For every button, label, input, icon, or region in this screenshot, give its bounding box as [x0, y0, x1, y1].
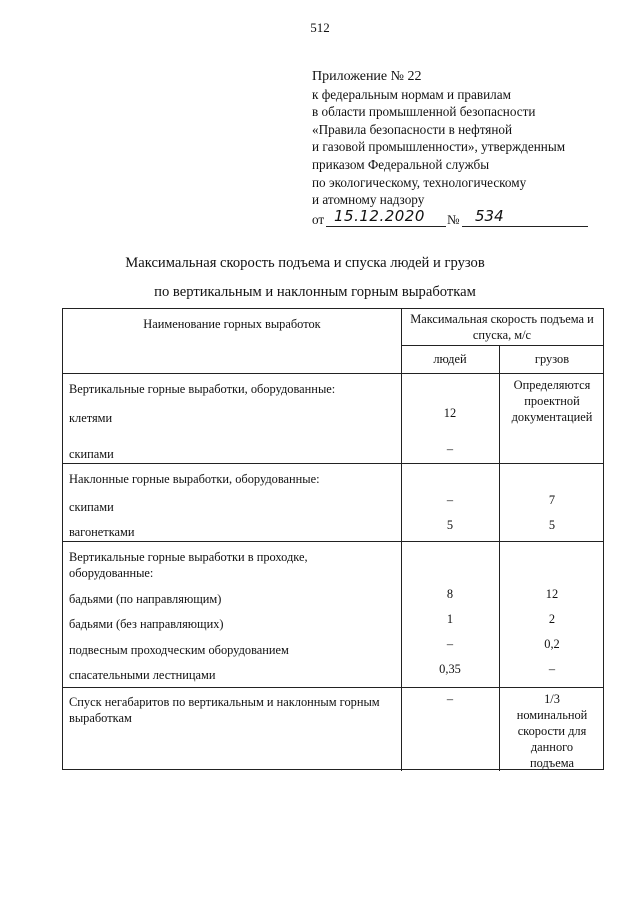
row-people: 1	[446, 612, 454, 626]
row-name: клетями	[69, 411, 113, 425]
row-divider	[63, 541, 604, 542]
row-people: –	[446, 493, 454, 507]
cargo-note: Определяются проектной документацией	[511, 378, 593, 424]
row-people: –	[446, 442, 454, 456]
date-prefix: от	[312, 212, 325, 227]
header-max-speed: Максимальная скорость подъема и спуска, м/с	[410, 312, 594, 342]
order-number: 534	[475, 207, 504, 225]
table-heading-line1: Максимальная скорость подъема и спуска людей и грузов	[125, 255, 485, 271]
row-divider	[63, 687, 604, 688]
row-name: скипами	[69, 447, 114, 461]
appendix-block	[312, 68, 632, 209]
row-divider	[63, 373, 604, 374]
row-cargo: 5	[548, 518, 556, 532]
row-cargo: 12	[545, 587, 559, 601]
row-cargo: 0,2	[544, 637, 560, 651]
appendix-line: по экологическому, технологическому	[312, 174, 527, 190]
order-reference	[312, 207, 612, 230]
group-title: Вертикальные горные выработки, оборудованные:	[69, 382, 336, 396]
cargo-note: 1/3 номинальной скорости для данного подъема	[516, 692, 588, 770]
header-people: людей	[433, 352, 467, 366]
appendix-title: Приложение № 22	[312, 69, 422, 84]
row-name: скипами	[69, 500, 114, 514]
speed-table	[62, 308, 604, 770]
group-title: Наклонные горные выработки, оборудованные:	[69, 472, 320, 486]
row-cargo: 7	[548, 493, 556, 507]
table-heading-line2: по вертикальным и наклонным горным выработкам	[154, 284, 476, 300]
page-number: 512	[310, 20, 330, 35]
group-title: Спуск негабаритов по вертикальным и наклонным горным выработкам	[69, 695, 380, 725]
row-name: спасательными лестницами	[69, 668, 216, 682]
appendix-line: в области промышленной безопасности	[312, 104, 536, 120]
appendix-line: и газовой промышленности», утвержденным	[312, 139, 566, 155]
date-underline	[326, 226, 446, 227]
appendix-line: и атомному надзору	[312, 192, 425, 208]
group-title: Вертикальные горные выработки в проходке, оборудованные:	[69, 550, 308, 580]
row-cargo: 2	[548, 612, 556, 626]
header-cargo: грузов	[534, 352, 570, 366]
row-name: подвесным проходческим оборудованием	[69, 643, 289, 657]
row-name: бадьями (по направляющим)	[69, 592, 222, 606]
appendix-line: к федеральным нормам и правилам	[312, 86, 511, 102]
row-cargo: –	[548, 662, 556, 676]
number-label: №	[447, 212, 460, 227]
column-divider	[499, 345, 500, 771]
appendix-line: приказом Федеральной службы	[312, 156, 490, 172]
row-name: вагонетками	[69, 525, 135, 539]
row-people: 8	[446, 587, 454, 601]
row-people: –	[446, 692, 454, 706]
number-underline	[462, 226, 588, 227]
row-name: бадьями (без направляющих)	[69, 617, 224, 631]
row-divider	[63, 463, 604, 464]
order-date: 15.12.2020	[334, 207, 425, 225]
row-divider	[401, 345, 604, 346]
row-people: –	[446, 637, 454, 651]
row-people: 12	[443, 406, 457, 420]
appendix-line: «Правила безопасности в нефтяной	[312, 121, 513, 137]
row-people: 5	[446, 518, 454, 532]
header-workings: Наименование горных выработок	[143, 317, 321, 331]
row-people: 0,35	[439, 662, 461, 676]
